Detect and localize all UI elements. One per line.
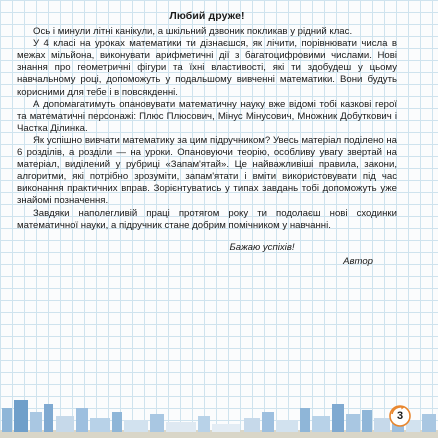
paragraph-2: У 4 класі на уроках математики ти дізнаєшся, як лічити, порівнювати числа в межах мільйона, виконувати арифметичні дії з багатоцифровими числами. Нові знання про геометричні фігури та їхні властивості, які ти здобудеш у цьому навчальному році, допоможуть у подальшому вивченні математики. Вони будуть корисними для тебе і в повсякденні.	[17, 38, 397, 98]
city-skyline-illustration	[0, 378, 438, 438]
paragraph-3: А допомагатимуть опановувати математичну науку вже відомі тобі казкові герої та математичні персонажі: Плюс Плюсович, Мінус Мінусович, Множник Добуткович і Частка Ділинка.	[17, 98, 397, 134]
paragraph-4: Як успішно вивчати математику за цим підручником? Увесь матеріал поділено на 6 розділів, а розділи — на уроки. Опановуючи теорію, особливу увагу звертай на матеріал, виділений у рубриці «Запам'ятай». Це найважливіші правила, закони, алгоритми, які потрібно зрозуміти, запам'ятати і вміти використовувати під час виконання практичних вправ. Зорієнтуватись у типах завдань тобі допоможуть уже знайомі позначення.	[17, 134, 397, 207]
author-signature: Автор	[343, 255, 373, 267]
intro-letter	[17, 10, 397, 268]
paragraph-5: Завдяки наполегливій праці протягом року ти подолаєш нові сходинки математичної науки, а підручник стане добрим помічником у навчанні.	[17, 207, 397, 231]
letter-title: Любий друже!	[169, 10, 245, 22]
closing-wish: Бажаю успіхів!	[229, 241, 295, 253]
page-number: 3	[396, 410, 404, 422]
paragraph-1: Ось і минули літні канікули, а шкільний дзвоник покликав у рідний клас.	[33, 26, 353, 38]
